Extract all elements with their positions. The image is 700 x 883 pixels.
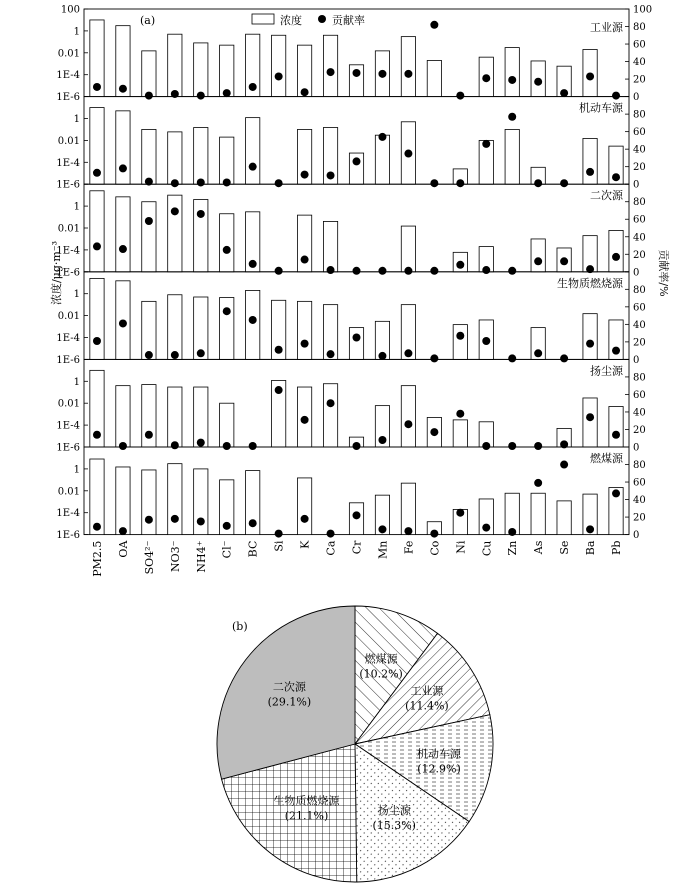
panel-5: [56, 359, 645, 453]
dot-PM2.5: [93, 242, 101, 250]
dot-Se: [560, 89, 568, 97]
dot-Ba: [586, 168, 594, 176]
dot-Co: [430, 267, 438, 275]
dot-OA: [119, 164, 127, 172]
dot-NH4⁺: [197, 210, 205, 218]
dot-Ca: [327, 68, 335, 76]
bar-Cr: [349, 328, 363, 360]
dot-Ba: [586, 340, 594, 348]
left-axis-title: 浓度/μg·m⁻³: [50, 240, 63, 306]
right-axis-title: 贡献率/%: [657, 249, 670, 297]
dot-Cr: [353, 442, 361, 450]
dot-Cu: [482, 337, 490, 345]
right-tick-label: 40: [633, 495, 646, 507]
dot-BC: [249, 442, 257, 450]
source-label: 生物质燃烧源: [557, 276, 623, 290]
right-tick-label: 40: [633, 319, 646, 331]
dot-Pb: [612, 489, 620, 497]
dot-NH4⁺: [197, 178, 205, 186]
species-label: Cr: [350, 540, 364, 555]
species-label: Se: [558, 540, 572, 555]
pie-label-name: 扬尘源: [377, 803, 411, 817]
left-tick-label: 100: [60, 4, 80, 16]
panel-frame: [84, 184, 629, 272]
dot-Mn: [378, 70, 386, 78]
bar-Ca: [323, 221, 337, 271]
dot-K: [301, 256, 309, 264]
dot-Fe: [404, 527, 412, 535]
pie-label-name: 二次源: [272, 680, 306, 694]
dot-K: [301, 340, 309, 348]
dot-Ca: [327, 399, 335, 407]
dot-Cl⁻: [223, 178, 231, 186]
species-label: Fe: [402, 540, 416, 555]
left-tick-label: 1: [73, 289, 80, 301]
panel-4: [56, 272, 645, 366]
dot-NH4⁺: [197, 517, 205, 525]
x-axis-labels: [91, 540, 623, 577]
right-tick-label: 80: [633, 284, 646, 296]
species-label: Pb: [610, 540, 624, 556]
dot-As: [534, 257, 542, 265]
panel-b-label: (b): [232, 620, 248, 633]
source-label: 扬尘源: [590, 364, 623, 378]
dot-OA: [119, 85, 127, 93]
dot-NH4⁺: [197, 92, 205, 100]
dot-OA: [119, 442, 127, 450]
bar-Fe: [401, 226, 415, 272]
bar-NO3⁻: [168, 295, 182, 360]
left-tick-label: 1E-6: [56, 179, 80, 191]
bar-NO3⁻: [168, 464, 182, 535]
dot-K: [301, 515, 309, 523]
dot-SO4²⁻: [145, 92, 153, 100]
bar-SO4²⁻: [142, 301, 156, 359]
dot-Co: [430, 354, 438, 362]
species-label: Co: [428, 540, 442, 556]
bar-NO3⁻: [168, 34, 182, 96]
left-tick-label: 0.01: [57, 223, 80, 235]
species-label: Ca: [324, 540, 338, 556]
bar-Ni: [453, 420, 467, 447]
pie-label-percent: (15.3%): [372, 818, 416, 832]
dot-Mn: [378, 436, 386, 444]
dot-Cr: [353, 511, 361, 519]
bar-Cl⁻: [220, 403, 234, 447]
dot-Fe: [404, 420, 412, 428]
right-tick-label: 40: [633, 57, 646, 69]
bar-SO4²⁻: [142, 470, 156, 535]
dot-Co: [430, 179, 438, 187]
dot-BC: [249, 316, 257, 324]
bar-Ni: [453, 325, 467, 360]
bar-Se: [557, 501, 571, 535]
dot-PM2.5: [93, 337, 101, 345]
dot-BC: [249, 83, 257, 91]
bar-Pb: [609, 230, 623, 271]
bar-Cl⁻: [220, 214, 234, 272]
left-tick-label: 1E-4: [56, 508, 80, 520]
bar-Si: [272, 35, 286, 96]
dot-Cu: [482, 140, 490, 148]
species-label: As: [532, 540, 546, 555]
dot-K: [301, 88, 309, 96]
bar-As: [531, 239, 545, 272]
pie-chart: [217, 606, 493, 882]
legend-dot-swatch: [318, 15, 326, 23]
bar-NH4⁺: [194, 128, 208, 185]
species-label: Si: [272, 540, 286, 552]
dot-BC: [249, 519, 257, 527]
species-label: PM2.5: [90, 540, 104, 577]
dot-SO4²⁻: [145, 431, 153, 439]
bar-Ca: [323, 384, 337, 447]
dot-As: [534, 349, 542, 357]
bar-OA: [116, 467, 130, 535]
species-label: Mn: [376, 540, 390, 559]
dot-Ca: [327, 266, 335, 274]
bar-PM2.5: [90, 278, 104, 359]
dot-NO3⁻: [171, 179, 179, 187]
species-label: OA: [116, 540, 130, 558]
right-tick-label: 40: [633, 144, 646, 156]
dot-Se: [560, 354, 568, 362]
dot-Cu: [482, 524, 490, 532]
left-tick-label: 1E-6: [56, 267, 80, 279]
dot-Cu: [482, 442, 490, 450]
right-tick-label: 20: [633, 249, 646, 261]
species-label: Zn: [506, 540, 520, 556]
source-label: 二次源: [590, 189, 623, 203]
bar-Mn: [375, 135, 389, 184]
legend-dot-label: 贡献率: [332, 14, 365, 27]
dot-Ba: [586, 72, 594, 80]
species-label: Cl⁻: [220, 540, 234, 559]
dot-Se: [560, 179, 568, 187]
dot-PM2.5: [93, 523, 101, 531]
dot-Ca: [327, 530, 335, 538]
dot-Mn: [378, 267, 386, 275]
left-tick-label: 1: [73, 376, 80, 388]
right-tick-label: 80: [633, 22, 646, 34]
left-tick-label: 1E-6: [56, 442, 80, 454]
dot-Si: [275, 386, 283, 394]
bar-SO4²⁻: [142, 129, 156, 184]
right-tick-label: 0: [633, 442, 640, 454]
bar-PM2.5: [90, 191, 104, 272]
left-tick-label: 1: [73, 114, 80, 125]
right-tick-label: 80: [633, 372, 646, 384]
pie-label-name: 生物质燃烧源: [273, 794, 340, 808]
dot-NO3⁻: [171, 515, 179, 523]
dot-As: [534, 179, 542, 187]
panel-3: [56, 184, 645, 278]
dot-Pb: [612, 347, 620, 355]
source-label: 工业源: [590, 21, 623, 34]
dot-K: [301, 416, 309, 424]
dot-Ni: [456, 410, 464, 418]
species-label: Ni: [454, 540, 468, 554]
dot-Cl⁻: [223, 307, 231, 315]
dot-Cl⁻: [223, 522, 231, 530]
right-tick-label: 80: [633, 197, 646, 209]
bar-Co: [427, 60, 441, 96]
dot-Si: [275, 530, 283, 538]
dot-PM2.5: [93, 169, 101, 177]
dot-Co: [430, 21, 438, 29]
dot-Ca: [327, 350, 335, 358]
dot-As: [534, 78, 542, 86]
bar-Cl⁻: [220, 297, 234, 359]
dot-PM2.5: [93, 431, 101, 439]
panels-group: [56, 5, 652, 542]
bar-Cl⁻: [220, 45, 234, 96]
dot-Zn: [508, 267, 516, 275]
dot-Si: [275, 179, 283, 187]
right-tick-label: 40: [633, 407, 646, 419]
right-tick-label: 60: [633, 389, 646, 401]
bar-NH4⁺: [194, 387, 208, 447]
dot-Pb: [612, 253, 620, 261]
legend-bar-label: 浓度: [280, 14, 302, 27]
left-tick-label: 1: [73, 201, 80, 213]
bar-Fe: [401, 386, 415, 447]
species-label: Cu: [480, 540, 494, 557]
bar-OA: [116, 111, 130, 184]
dot-Cr: [353, 267, 361, 275]
dot-Ca: [327, 171, 335, 179]
right-tick-label: 60: [633, 477, 646, 489]
left-tick-label: 1E-4: [56, 70, 80, 82]
dot-Se: [560, 461, 568, 469]
dot-OA: [119, 245, 127, 253]
dot-Cl⁻: [223, 442, 231, 450]
dot-Zn: [508, 354, 516, 362]
dot-Zn: [508, 76, 516, 84]
bar-Ba: [583, 398, 597, 447]
dot-Zn: [508, 528, 516, 536]
dot-Cl⁻: [223, 89, 231, 97]
dot-NH4⁺: [197, 439, 205, 447]
dot-Zn: [508, 113, 516, 121]
bar-Fe: [401, 37, 415, 97]
dot-OA: [119, 527, 127, 535]
dot-Ba: [586, 413, 594, 421]
bar-Ca: [323, 35, 337, 96]
bar-Cl⁻: [220, 137, 234, 184]
dot-Mn: [378, 525, 386, 533]
dot-K: [301, 171, 309, 179]
left-tick-label: 1E-6: [56, 530, 80, 542]
dot-Mn: [378, 352, 386, 360]
species-label: K: [298, 540, 312, 549]
bar-Zn: [505, 129, 519, 184]
source-label: 燃煤源: [590, 452, 623, 465]
right-tick-label: 60: [633, 39, 646, 51]
species-label: NO3⁻: [168, 540, 182, 573]
bar-NH4⁺: [194, 43, 208, 97]
pie-label-percent: (12.9%): [417, 762, 461, 776]
dot-Si: [275, 267, 283, 275]
left-tick-label: 1: [73, 464, 80, 476]
bar-NO3⁻: [168, 195, 182, 272]
dot-Cu: [482, 266, 490, 274]
right-tick-label: 0: [633, 530, 640, 542]
bar-K: [297, 478, 311, 535]
right-tick-label: 0: [633, 92, 640, 104]
panel-2: [56, 97, 645, 191]
dot-BC: [249, 260, 257, 268]
legend-bar-swatch: [252, 14, 274, 24]
panel-frame: [84, 359, 629, 447]
dot-Pb: [612, 431, 620, 439]
bar-SO4²⁻: [142, 202, 156, 272]
dot-NH4⁺: [197, 349, 205, 357]
dot-As: [534, 479, 542, 487]
species-label: NH4⁺: [194, 540, 208, 573]
dot-Co: [430, 530, 438, 538]
right-tick-label: 20: [633, 337, 646, 349]
dot-Cr: [353, 334, 361, 342]
panel-a-label: (a): [140, 14, 156, 27]
dot-NO3⁻: [171, 441, 179, 449]
right-tick-label: 20: [633, 512, 646, 524]
pie-label-percent: (11.4%): [405, 699, 449, 713]
dot-Fe: [404, 150, 412, 158]
dot-Ba: [586, 525, 594, 533]
dot-Si: [275, 346, 283, 354]
left-tick-label: 0.01: [57, 486, 80, 498]
pie-label-percent: (29.1%): [267, 695, 312, 709]
dot-Cl⁻: [223, 246, 231, 254]
dot-Cr: [353, 157, 361, 165]
left-tick-label: 0.01: [57, 48, 80, 60]
left-tick-label: 1E-6: [56, 92, 80, 104]
dot-SO4²⁻: [145, 217, 153, 225]
dot-PM2.5: [93, 83, 101, 91]
dot-SO4²⁻: [145, 516, 153, 524]
bar-OA: [116, 197, 130, 272]
pie-label-percent: (10.2%): [359, 667, 403, 681]
species-label: Ba: [584, 540, 598, 556]
left-tick-label: 0.01: [57, 135, 80, 147]
bar-SO4²⁻: [142, 51, 156, 97]
dot-Ni: [456, 92, 464, 100]
dot-Ni: [456, 509, 464, 517]
pie-label-name: 机动车源: [416, 747, 461, 761]
bar-NO3⁻: [168, 132, 182, 184]
right-tick-label: 60: [633, 214, 646, 226]
left-tick-label: 1E-6: [56, 354, 80, 366]
dot-Cr: [353, 69, 361, 77]
right-tick-label: 60: [633, 302, 646, 314]
dot-Si: [275, 72, 283, 80]
bar-BC: [246, 118, 260, 185]
right-tick-label: 80: [633, 109, 646, 121]
dot-Fe: [404, 349, 412, 357]
dot-Ni: [456, 332, 464, 340]
left-tick-label: 0.01: [57, 311, 80, 323]
species-label: SO4²⁻: [142, 540, 156, 575]
right-tick-label: 0: [633, 354, 640, 366]
bar-NO3⁻: [168, 387, 182, 447]
bar-K: [297, 301, 311, 359]
dot-Se: [560, 257, 568, 265]
dot-NO3⁻: [171, 207, 179, 215]
left-tick-label: 1: [73, 26, 80, 38]
right-tick-label: 0: [633, 179, 640, 191]
source-label: 机动车源: [579, 101, 623, 115]
dot-Mn: [378, 133, 386, 141]
species-label: BC: [246, 540, 260, 558]
dot-OA: [119, 319, 127, 327]
right-tick-label: 20: [633, 424, 646, 436]
bar-Zn: [505, 48, 519, 97]
right-tick-label: 20: [633, 162, 646, 174]
pie-label-percent: (21.1%): [284, 809, 329, 823]
right-tick-label: 80: [633, 460, 646, 472]
bar-Ba: [583, 314, 597, 360]
right-tick-label: 40: [633, 232, 646, 244]
dot-As: [534, 442, 542, 450]
bar-Pb: [609, 406, 623, 447]
right-tick-label: 60: [633, 127, 646, 139]
dot-Pb: [612, 92, 620, 100]
dot-BC: [249, 163, 257, 171]
right-tick-label: 100: [633, 4, 653, 16]
bar-Ba: [583, 138, 597, 184]
dot-Ni: [456, 261, 464, 269]
dot-Ni: [456, 179, 464, 187]
left-tick-label: 0.01: [57, 398, 80, 410]
dot-Pb: [612, 173, 620, 181]
panel-6: [56, 447, 645, 541]
bar-Fe: [401, 483, 415, 534]
left-tick-label: 1E-4: [56, 245, 80, 257]
left-tick-label: 1E-4: [56, 333, 80, 344]
bar-OA: [116, 386, 130, 447]
pie-label-name: 工业源: [410, 684, 444, 698]
right-tick-label: 20: [633, 74, 646, 86]
dot-Fe: [404, 70, 412, 78]
dot-Co: [430, 428, 438, 436]
bar-As: [531, 493, 545, 534]
dot-SO4²⁻: [145, 351, 153, 359]
dot-Cu: [482, 74, 490, 82]
left-tick-label: 1E-4: [56, 420, 80, 432]
dot-Fe: [404, 267, 412, 275]
dot-Zn: [508, 442, 516, 450]
bar-BC: [246, 290, 260, 359]
left-tick-label: 1E-4: [56, 157, 80, 169]
dot-NO3⁻: [171, 351, 179, 359]
right-tick-label: 0: [633, 267, 640, 279]
pie-label-name: 燃煤源: [364, 652, 398, 666]
